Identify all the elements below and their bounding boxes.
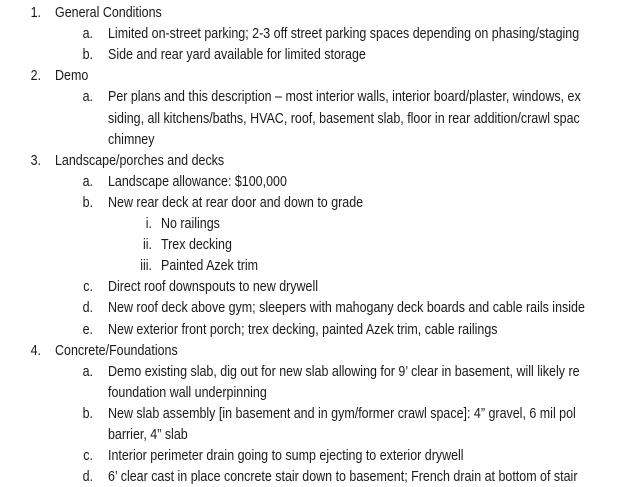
item-text: New exterior front porch; trex decking, painted Azek trim, cable railings <box>108 321 498 338</box>
item-text: chimney <box>108 131 155 148</box>
subitem-text: Trex decking <box>161 237 232 254</box>
item-letter: a. <box>82 173 93 190</box>
item-letter: b. <box>82 47 93 64</box>
section-number: 4. <box>30 342 41 359</box>
item-text: siding, all kitchens/baths, HVAC, roof, basement slab, floor in rear addition/crawl spac <box>108 110 580 127</box>
item-letter: b. <box>82 194 93 211</box>
section-number: 3. <box>30 152 41 169</box>
section-heading: Demo <box>55 68 89 85</box>
section-heading: General Conditions <box>55 5 162 21</box>
item-letter: c. <box>83 279 93 296</box>
item-letter: c. <box>83 448 93 465</box>
section-number: 2. <box>30 68 41 85</box>
item-text: foundation wall underpinning <box>108 384 267 401</box>
item-letter: e. <box>82 321 93 338</box>
section-heading: Concrete/Foundations <box>55 342 178 359</box>
item-text: Side and rear yard available for limited storage <box>108 47 366 64</box>
item-text: Limited on-street parking; 2-3 off street parking spaces depending on phasing/staging <box>108 26 580 43</box>
section-heading: Landscape/porches and decks <box>55 152 225 169</box>
item-text: New slab assembly [in basement and in gym/former crawl space]: 4” gravel, 6 mil pol <box>108 405 576 422</box>
item-text: Direct roof downspouts to new drywell <box>108 279 319 296</box>
item-letter: a. <box>82 26 93 43</box>
item-letter: b. <box>82 405 93 422</box>
subitem-numeral: iii. <box>140 258 152 275</box>
subitem-numeral: i. <box>145 216 152 232</box>
item-letter: d. <box>82 300 93 317</box>
subitem-text: Painted Azek trim <box>161 258 259 275</box>
item-letter: d. <box>82 469 93 486</box>
item-text: Demo existing slab, dig out for new slab allowing for 9’ clear in basement, will likely re <box>108 363 580 380</box>
item-text: Landscape allowance: $100,000 <box>108 173 287 190</box>
item-letter: a. <box>82 363 93 380</box>
section-number: 1. <box>30 5 41 21</box>
item-text: Interior perimeter drain going to sump ejecting to exterior drywell <box>108 448 464 465</box>
item-text: 6’ clear cast in place concrete stair down to basement; French drain at bottom of stair <box>108 469 578 486</box>
item-text: barrier, 4” slab <box>108 427 188 443</box>
subitem-numeral: ii. <box>142 237 152 254</box>
item-text: New roof deck above gym; sleepers with mahogany deck boards and cable rails inside <box>108 300 585 317</box>
subitem-text: No railings <box>161 216 220 232</box>
item-text: New rear deck at rear door and down to grade <box>108 194 364 211</box>
item-letter: a. <box>82 89 93 106</box>
item-text: Per plans and this description – most interior walls, interior board/plaster, windows, ex <box>108 89 581 106</box>
